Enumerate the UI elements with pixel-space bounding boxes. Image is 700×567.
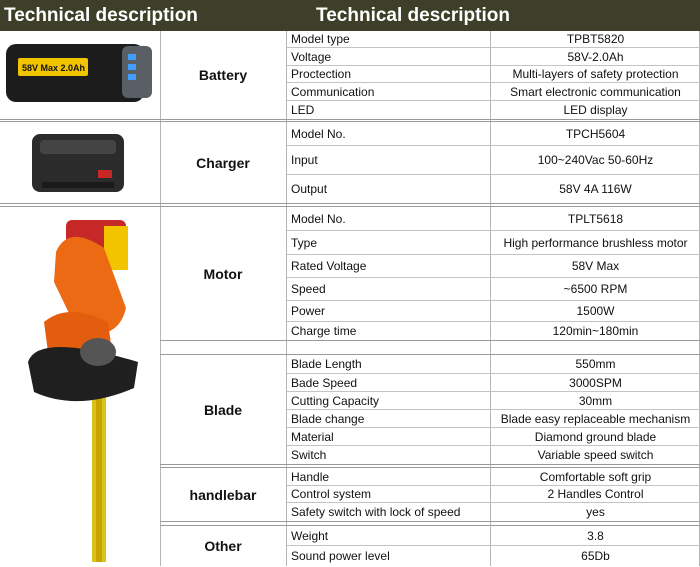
spec-row [287,255,700,278]
group-label-blade: Blade [203,401,243,418]
spec-row [287,31,700,48]
spec-value: Blade easy replaceable mechanism [500,411,691,426]
spec-row [287,410,700,428]
group-separator [0,203,700,204]
spec-value: 3.8 [587,528,604,543]
spec-row [287,301,700,322]
spec-value: 1500W [576,304,615,318]
spec-value: 58V-2.0Ah [567,49,624,64]
spec-value: 550mm [575,357,616,371]
spec-key: Weight [291,528,329,543]
spec-row [287,322,700,340]
spec-key: Safety switch with lock of speed [291,505,461,519]
spec-row [287,468,700,486]
spec-value: TPCH5604 [565,126,626,141]
group-label-charger: Charger [196,154,250,171]
spec-key: Speed [291,282,326,296]
spec-key: Switch [291,448,327,462]
spec-value: High performance brushless motor [503,235,688,250]
spec-row [287,486,700,503]
spec-value: TPBT5820 [566,32,625,46]
spec-row [287,66,700,83]
spec-row [287,278,700,301]
spec-key: Power [291,304,326,318]
hedge-trimmer-image [8,212,153,567]
spec-key: Communication [291,84,375,99]
group-separator [160,464,700,465]
spec-row [287,392,700,410]
group-label-battery: Battery [198,67,248,83]
spec-row [287,48,700,66]
spec-row [287,428,700,446]
header-left-title: Technical description [0,0,226,31]
spec-row [287,503,700,521]
spec-value: 30mm [578,393,613,408]
spec-key: Blade Length [291,357,362,371]
spec-key: Input [291,153,318,167]
spec-row [287,446,700,464]
spec-value: Variable speed switch [537,448,654,462]
spec-row [287,355,700,374]
spec-value: Comfortable soft grip [539,469,652,484]
spec-key: Handle [291,469,330,484]
spec-value: 3000SPM [569,375,622,390]
spec-row [287,374,700,392]
spec-key: Blade change [291,411,365,426]
group-label-motor: Motor [203,265,243,282]
spec-row [287,546,700,566]
spec-value: LED display [563,103,628,117]
spec-value: 58V 4A 116W [559,182,632,196]
spec-value: Multi-layers of safety protection [512,67,679,81]
spec-value: ~6500 RPM [563,282,628,296]
spec-key: Model type [291,32,350,46]
spec-key: Model No. [291,126,346,141]
spec-key: Sound power level [291,549,390,563]
spec-value: Diamond ground blade [534,429,657,444]
charger-image [28,126,128,203]
battery-image [4,38,156,113]
group-label-other: Other [204,538,242,554]
spec-row [287,526,700,546]
spec-value: 58V Max [571,259,620,273]
spec-key: Bade Speed [291,375,358,390]
spec-key: Cutting Capacity [291,393,380,408]
spec-row [287,146,700,175]
group-separator [160,340,700,341]
spec-row [287,231,700,255]
spec-value: 65Db [581,549,610,563]
spec-key: Control system [291,487,372,501]
spec-key: Rated Voltage [291,259,367,273]
spec-key: Charge time [291,324,357,338]
spec-value: 120min~180min [552,324,639,338]
battery-label-text: 58V Max 2.0Ah [22,63,86,73]
header-right-title: Technical description [226,0,700,31]
spec-key: Material [291,429,334,444]
spec-key: LED [291,103,315,117]
spec-key: Voltage [291,49,332,64]
spec-value: 2 Handles Control [547,487,644,501]
spec-value: 100~240Vac 50-60Hz [537,153,654,167]
group-separator [160,521,700,522]
spec-row [287,175,700,203]
spec-value: TPLT5618 [567,211,624,226]
spec-value: Smart electronic communication [510,84,681,99]
spec-row [287,101,700,119]
spec-key: Proctection [291,67,352,81]
spec-row [287,122,700,146]
spec-row [287,83,700,101]
group-label-handlebar: handlebar [189,486,257,503]
spec-value: yes [586,505,605,519]
group-separator [0,119,700,120]
spec-key: Model No. [291,211,346,226]
spec-key: Output [291,182,328,196]
spec-key: Type [291,235,318,250]
spec-row [287,207,700,231]
